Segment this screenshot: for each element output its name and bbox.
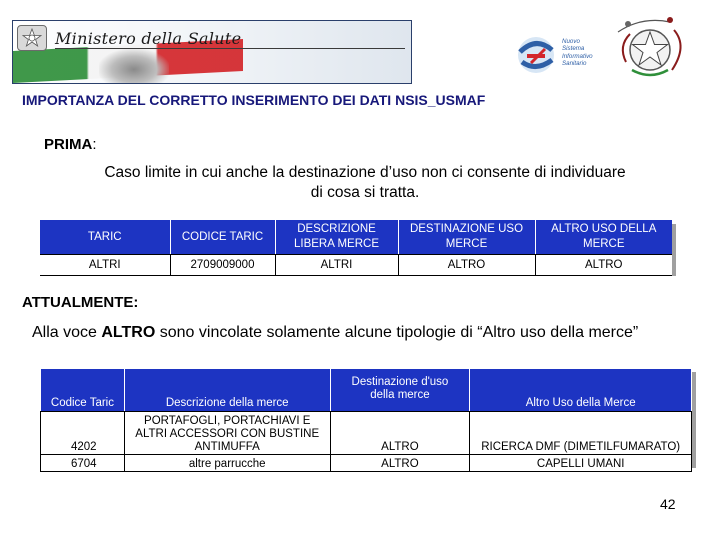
table-header-cell: Codice Taric [41,369,125,412]
alla-voce-bold: ALTRO [101,324,156,341]
attualmente-table [40,368,692,472]
table-row [41,455,692,472]
table-cell: PORTAFOGLI, PORTACHIAVI E ALTRI ACCESSORI CON BUSTINE ANTIMUFFA [124,412,330,455]
table-header-cell: Destinazione d'uso della merce [330,369,470,412]
table-header-row [40,220,672,255]
table-cell: 2709009000 [170,255,275,276]
page-number: 42 [660,496,676,512]
nsis-logo-text-line: Sanitario [562,60,587,68]
table-cell: ALTRI [40,255,170,276]
nsis-logo-text-line: Sistema [562,45,585,53]
table-header-cell: Altro Uso della Merce [470,369,692,412]
table-cell: RICERCA DMF (DIMETILFUMARATO) [470,412,692,455]
statue-graphic [99,49,169,83]
table-cell: ALTRO [330,412,470,455]
nsis-logo-text-line: Nuovo [562,38,580,45]
prima-table [40,220,672,276]
table-header-cell: TARIC [40,220,170,255]
prima-colon: : [92,136,97,153]
attualmente-heading: ATTUALMENTE: [22,294,139,311]
nsis-logo-icon [514,32,558,78]
prima-label: PRIMA [44,136,93,153]
table-row [40,255,672,276]
table-cell: altre parrucche [124,455,330,472]
alla-voce-prefix: Alla voce [32,324,102,341]
table-header-cell: ALTRO USO DELLA MERCE [535,220,672,255]
table-row [41,412,692,455]
banner-rule [55,48,405,49]
table-cell: ALTRI [275,255,398,276]
alla-voce-suffix: sono vincolate solamente alcune tipologie di “Altro uso della merce” [155,324,639,341]
ministry-name: Ministero della Salute [55,29,242,48]
star-emblem-icon [612,12,690,80]
table-cell: ALTRO [398,255,535,276]
table-header-cell: DESCRIZIONE LIBERA MERCE [275,220,398,255]
prima-heading [44,136,97,153]
slide-title: IMPORTANZA DEL CORRETTO INSERIMENTO DEI DATI NSIS_USMAF [22,92,486,108]
nsis-logo-text-line: Informativo [562,52,593,60]
table-cell: 4202 [41,412,125,455]
republic-emblem-icon [17,25,47,51]
table-cell: CAPELLI UMANI [470,455,692,472]
table-header-row [41,369,692,412]
table-cell: 6704 [41,455,125,472]
table-header-cell: CODICE TARIC [170,220,275,255]
table-cell: ALTRO [330,455,470,472]
table-header-cell: DESTINAZIONE USO MERCE [398,220,535,255]
caso-paragraph: Caso limite in cui anche la destinazione d’uso non ci consente di individuare di cosa si tratta. [104,164,626,201]
alla-voce-paragraph [32,324,638,342]
ministry-banner [12,20,412,84]
table-header-cell: Descrizione della merce [124,369,330,412]
table-cell: ALTRO [535,255,672,276]
nsis-logo-text [562,38,593,68]
nsis-logo [514,30,610,80]
